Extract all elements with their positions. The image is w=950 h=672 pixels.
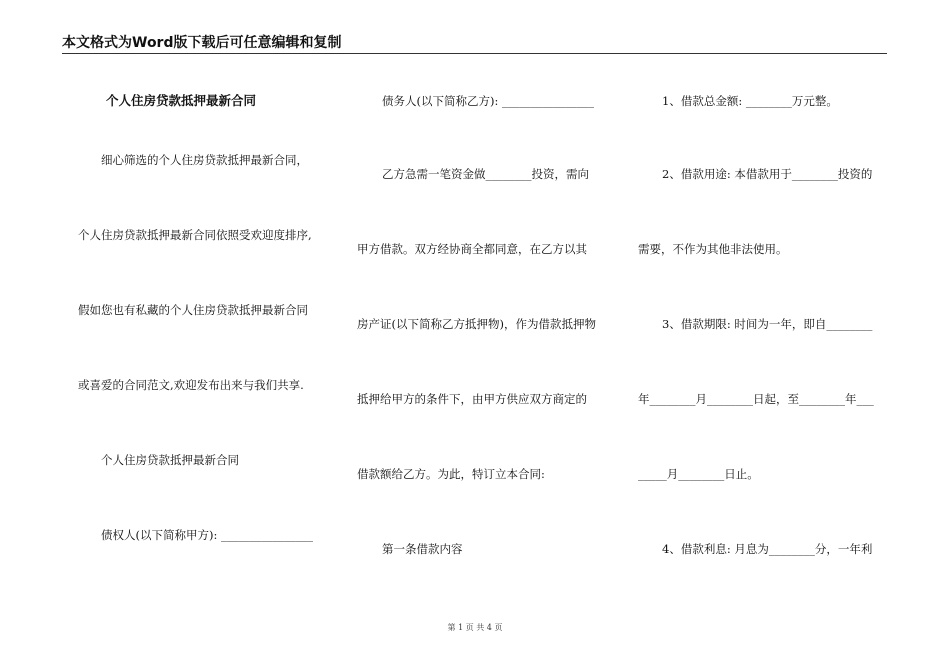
paragraph-line: 年________月________日起，至________年___ [638, 392, 874, 406]
paragraph-line: 个人住房贷款抵押最新合同 [101, 453, 239, 467]
paragraph-line: 细心筛选的个人住房贷款抵押最新合同， [101, 153, 308, 167]
banner-divider [62, 53, 887, 54]
paragraph-line: 借款额给乙方。为此，特订立本合同: [357, 467, 545, 481]
paragraph-line: 或喜爱的合同范文,欢迎发布出来与我们共享. [78, 378, 304, 392]
paragraph-line: 个人住房贷款抵押最新合同依照受欢迎度排序, [78, 228, 312, 242]
paragraph-line: 房产证(以下简称乙方抵押物)，作为借款抵押物 [357, 317, 596, 331]
document-title: 个人住房贷款抵押最新合同 [106, 93, 257, 108]
paragraph-line: 甲方借款。双方经协商全都同意，在乙方以其 [357, 242, 587, 256]
paragraph-line: 债务人(以下简称乙方): ________________ [382, 94, 595, 108]
paragraph-line: 需要，不作为其他非法使用。 [638, 242, 788, 256]
paragraph-line: 抵押给甲方的条件下，由甲方供应双方商定的 [357, 392, 587, 406]
paragraph-line: _____月________日止。 [638, 467, 759, 481]
paragraph-line: 债权人(以下简称甲方): ________________ [101, 528, 314, 542]
paragraph-line: 2、借款用途: 本借款用于________投资的 [662, 167, 873, 181]
section-heading: 第一条借款内容 [382, 542, 463, 556]
page-footer: 第 1 页 共 4 页 [447, 623, 503, 632]
paragraph-line: 假如您也有私藏的个人住房贷款抵押最新合同 [78, 303, 308, 317]
paragraph-line: 乙方急需一笔资金做________投资，需向 [382, 167, 589, 181]
paragraph-line: 1、借款总金额: ________万元整。 [662, 94, 838, 108]
paragraph-line: 4、借款利息: 月息为________分，一年利 [662, 542, 873, 556]
paragraph-line: 3、借款期限: 时间为一年，即自________ [662, 317, 873, 331]
document-banner: 本文格式为Word版下载后可任意编辑和复制 [62, 35, 342, 51]
